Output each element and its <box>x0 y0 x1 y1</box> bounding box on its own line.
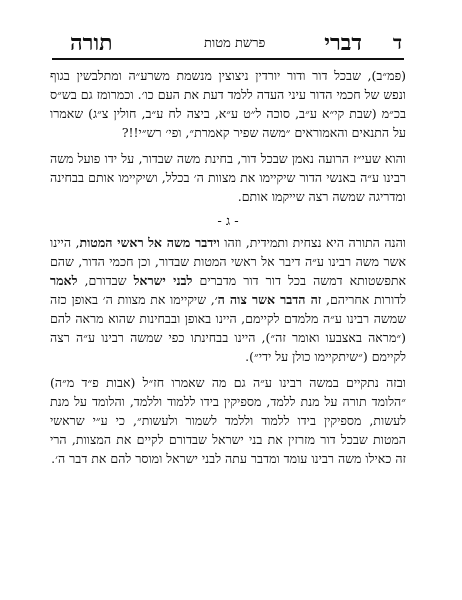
paragraph-text: , היינו אשר משה רבינו ע״ה דיבר אל ראשי המטות שבדור, וכן חכמי הדור, שהם אתפשטותא דמשה בכל דור דור מדברים <box>50 235 406 288</box>
running-title-left: תורה <box>70 30 113 56</box>
bold-phrase: זה הדבר אשר צוה ה׳ <box>214 292 322 307</box>
paragraph-text: , שיקיימו את מצוות ה׳ באופן כזה שמשה רבינו ע״ה מלמדם לקיימם, היינו באופן ובבחינות שהוא מראה להם (״מראה באצבעו ואומר זה״), היינו בבחינתו כפי שמשה רבינו ע״ה רצה לקיימם (״שיתקיימו כולן על ידי״). <box>50 292 406 364</box>
bold-phrase: וידבר משה אל <box>148 235 220 250</box>
bold-phrase: לאמר <box>50 273 78 288</box>
bold-phrase: לבני ישראל <box>133 273 193 288</box>
paragraph-text: והנה התורה היא נצחית ותמידית, וזהו <box>219 235 406 250</box>
paragraph: ובזה נתקיים במשה רבינו ע״ה גם מה שאמרו חז״ל (אבות פ״ד מ״ה) ״הלומד תורה על מנת ללמד, מספיקין בידו ללמוד וללמד, והלומד על מנת לעשות, מספיקין בידו ללמוד וללמד לשמור ולעשות״, כי ע״י שראשי המטות שבכל דור מזרזין את בני ישראל שבדורם לקיים את המצוות, הרי זה כאילו משה רבינו עומד ומדבר עתה לבני ישראל ומוסר להם את דבר ה׳. <box>50 375 406 466</box>
paragraph: (פמ״ב), שבכל דור ודור יורדין ניצוצין מנשמת משרע״ה ומתלבשין בגוף ונפש של חכמי הדור עיני העדה ללמד דעת את העם כו׳. וכמרומז גם בש״ס בכ״מ (שבת קי״א ע״ב, סוכה ל״ט ע״א, ביצה לח ע״ב, חולין צ״ג) שאמרו על התנאים והאמוראים ״משה שפיר קאמרת״, ופי׳ רש״י!!? <box>50 68 406 140</box>
parsha-name: פרשת מטות <box>204 36 266 51</box>
bold-phrase: ראשי המטות <box>79 235 144 250</box>
paragraph <box>50 233 406 366</box>
page-header <box>52 16 404 56</box>
document-body <box>50 66 406 475</box>
section-number: - ג - <box>217 214 239 229</box>
page-number: ד <box>392 32 402 54</box>
header-rule <box>52 58 404 60</box>
running-title-right: דברי <box>324 30 362 56</box>
paragraph-text: לדורות אחריהם, <box>321 292 407 307</box>
paragraph-text: שבדורם, <box>77 273 134 288</box>
paragraph: והוא שעי״ז הרועה נאמן שבכל דור, בחינת משה שבדור, על ידו פועל משה רבינו ע״ה באנשי הדור שיקיימו את מצוות ה׳ בכלל, ושיקיימו אותם בבחינה ומדריגה שמשה רצה שייקמו אותם. <box>50 151 406 204</box>
